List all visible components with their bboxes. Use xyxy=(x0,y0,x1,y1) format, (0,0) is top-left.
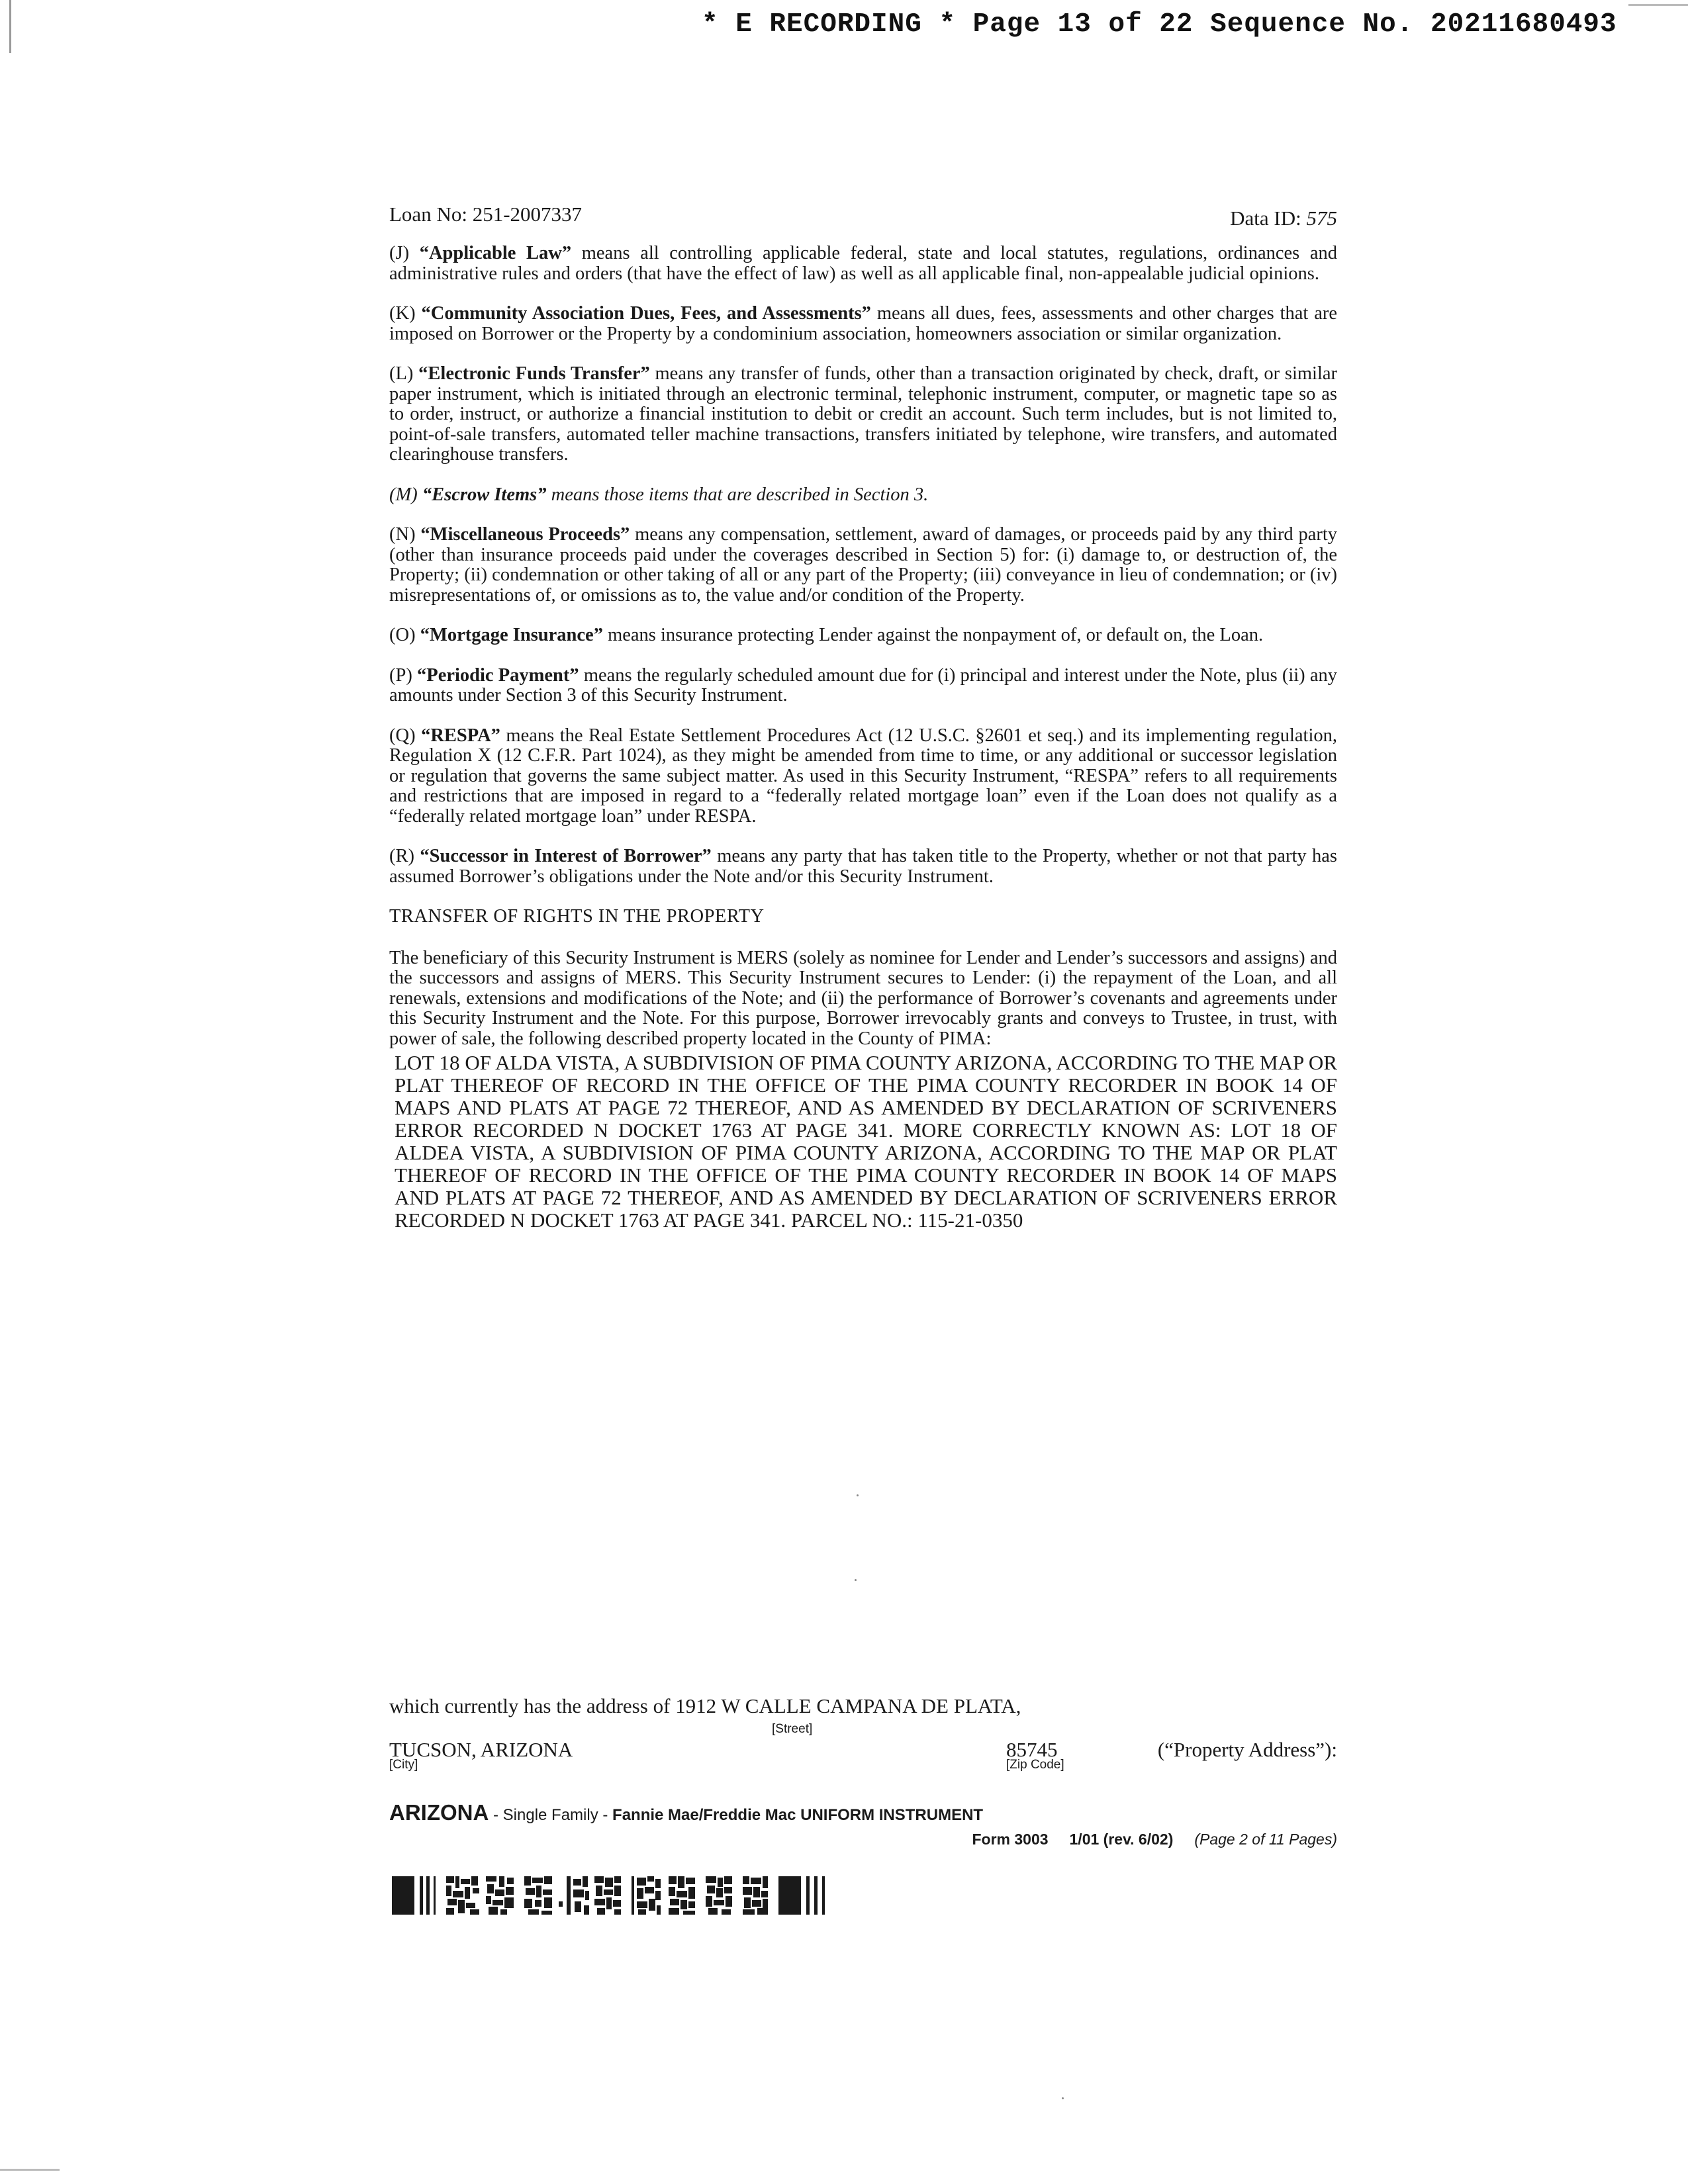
scan-speck xyxy=(855,1579,857,1581)
footer-state: ARIZONA xyxy=(389,1800,489,1825)
data-id xyxy=(1230,206,1337,230)
section-title: TRANSFER OF RIGHTS IN THE PROPERTY xyxy=(389,906,765,927)
scan-edge-mark xyxy=(0,2169,60,2171)
transfer-paragraph: The beneficiary of this Security Instrument is MERS (solely as nominee for Lender and Lender’s successors and assigns) and the successors and assigns of MERS. This Security Instrument secures to Lender: (i) the repayment of the Loan, and all renewals, extensions and modifications of the Note; and (ii) the performance of Borrower’s covenants and agreements under this Security Instrument and the Note. For this purpose, Borrower irrevocably grants and conveys to Trustee, in trust, with power of sale, the following described property located in the County of PIMA: xyxy=(389,947,1337,1049)
street-value: 1912 W CALLE CAMPANA DE PLATA, xyxy=(675,1694,1021,1717)
scan-edge-mark xyxy=(9,0,11,53)
recording-header: * E RECORDING * Page 13 of 22 Sequence No. 20211680493 xyxy=(702,9,1617,40)
scan-speck xyxy=(857,1494,859,1496)
loan-number xyxy=(389,203,582,226)
zip-value: 85745 xyxy=(1006,1738,1058,1761)
scan-edge-mark xyxy=(1628,4,1688,6)
address-lead-text: which currently has the address of xyxy=(389,1694,671,1717)
loan-label: Loan No: xyxy=(389,203,467,226)
footer-form: Form 3003 xyxy=(972,1831,1049,1848)
footer-rev: 1/01 (rev. 6/02) xyxy=(1069,1831,1174,1848)
street-label: [Street] xyxy=(772,1722,813,1736)
city-value: TUCSON, ARIZONA xyxy=(389,1738,573,1761)
definition-r: (R) “Successor in Interest of Borrower” means any party that has taken title to the Property, whether or not that party has assumed Borrower’s obligations under the Note and/or this Security Instrument. xyxy=(389,846,1337,887)
footer-instrument: Fannie Mae/Freddie Mac UNIFORM INSTRUMENT xyxy=(612,1806,984,1824)
definition-q: (Q) “RESPA” means the Real Estate Settlement Procedures Act (12 U.S.C. §2601 et seq.) and its implementing regulation, Regulation X (12 C.F.R. Part 1024), as they might be amended from time to time, or any additional or successor legislation or regulation that governs the same subject matter. As used in this Security Instrument, “RESPA” refers to all requirements and restrictions that are imposed in regard to a “federally related mortgage loan” even if the Loan does not qualify as a “federally related mortgage loan” under RESPA. xyxy=(389,725,1337,827)
definition-j: (J) “Applicable Law” means all controlling applicable federal, state and local statutes, regulations, ordinances and administrative rules and orders (that have the effect of law) as well as all applicable final, non-appealable judicial opinions. xyxy=(389,243,1338,284)
definition-o: (O) “Mortgage Insurance” means insurance protecting Lender against the nonpayment of, or default on, the Loan. xyxy=(389,625,1264,645)
definition-n: (N) “Miscellaneous Proceeds” means any compensation, settlement, award of damages, or proceeds paid by any third party (other than insurance proceeds paid under the coverages described in Section 5) for: (i) damage to, or destruction of, the Property; (ii) condemnation or other taking of all or any part of the Property; (iii) conveyance in lieu of condemnation; or (iv) misrepresentations of, or omissions as to, the value and/or condition of the Property. xyxy=(389,524,1338,606)
property-address-label: (“Property Address”): xyxy=(1157,1738,1337,1761)
zip-label: [Zip Code] xyxy=(1006,1758,1064,1772)
barcode xyxy=(392,1875,908,1916)
document-body xyxy=(389,244,1337,1232)
definition-k: (K) “Community Association Dues, Fees, and Assessments” means all dues, fees, assessments and other charges that are imposed on Borrower or the Property by a condominium association, homeowners association or similar organization. xyxy=(389,303,1338,344)
legal-description: LOT 18 OF ALDA VISTA, A SUBDIVISION OF PIMA COUNTY ARIZONA, ACCORDING TO THE MAP OR PLAT THEREOF OF RECORD IN THE OFFICE OF THE PIMA COUNTY RECORDER IN BOOK 14 OF MAPS AND PLATS AT PAGE 72 THEREOF, AND AS AMENDED BY DECLARATION OF SCRIVENERS ERROR RECORDED N DOCKET 1763 AT PAGE 341. MORE CORRECTLY KNOWN AS: LOT 18 OF ALDEA VISTA, A SUBDIVISION OF PIMA COUNTY ARIZONA, ACCORDING TO THE MAP OR PLAT THEREOF OF RECORD IN THE OFFICE OF THE PIMA COUNTY RECORDER IN BOOK 14 OF MAPS AND PLATS AT PAGE 72 THEREOF, AND AS AMENDED BY DECLARATION OF SCRIVENERS ERROR RECORDED N DOCKET 1763 AT PAGE 341. PARCEL NO.: 115-21-0350 xyxy=(395,1051,1337,1232)
property-address-block xyxy=(389,1694,1337,1778)
definition-m: (M) “Escrow Items” means those items that are described in Section 3. xyxy=(389,484,929,505)
data-id-value: 575 xyxy=(1306,206,1337,230)
footer-page: (Page 2 of 11 Pages) xyxy=(1194,1831,1337,1848)
definition-l: (L) “Electronic Funds Transfer” means any transfer of funds, other than a transaction originated by check, draft, or similar paper instrument, which is initiated through an electronic terminal, telephonic instrument, computer, or magnetic tape so as to order, instruct, or authorize a financial institution to debit or credit an account. Such term includes, but is not limited to, point-of-sale transfers, automated teller machine transactions, transfers initiated by telephone, wire transfers, and automated clearinghouse transfers. xyxy=(389,363,1338,465)
city-label: [City] xyxy=(389,1758,418,1772)
definition-p: (P) “Periodic Payment” means the regularly scheduled amount due for (i) principal and interest under the Note, plus (ii) any amounts under Section 3 of this Security Instrument. xyxy=(389,664,1338,705)
footer-type: - Single Family - xyxy=(489,1806,613,1824)
scan-speck xyxy=(1062,2097,1064,2099)
form-footer xyxy=(389,1800,1337,1848)
data-id-label: Data ID: xyxy=(1230,206,1301,230)
loan-value: 251-2007337 xyxy=(472,203,583,226)
